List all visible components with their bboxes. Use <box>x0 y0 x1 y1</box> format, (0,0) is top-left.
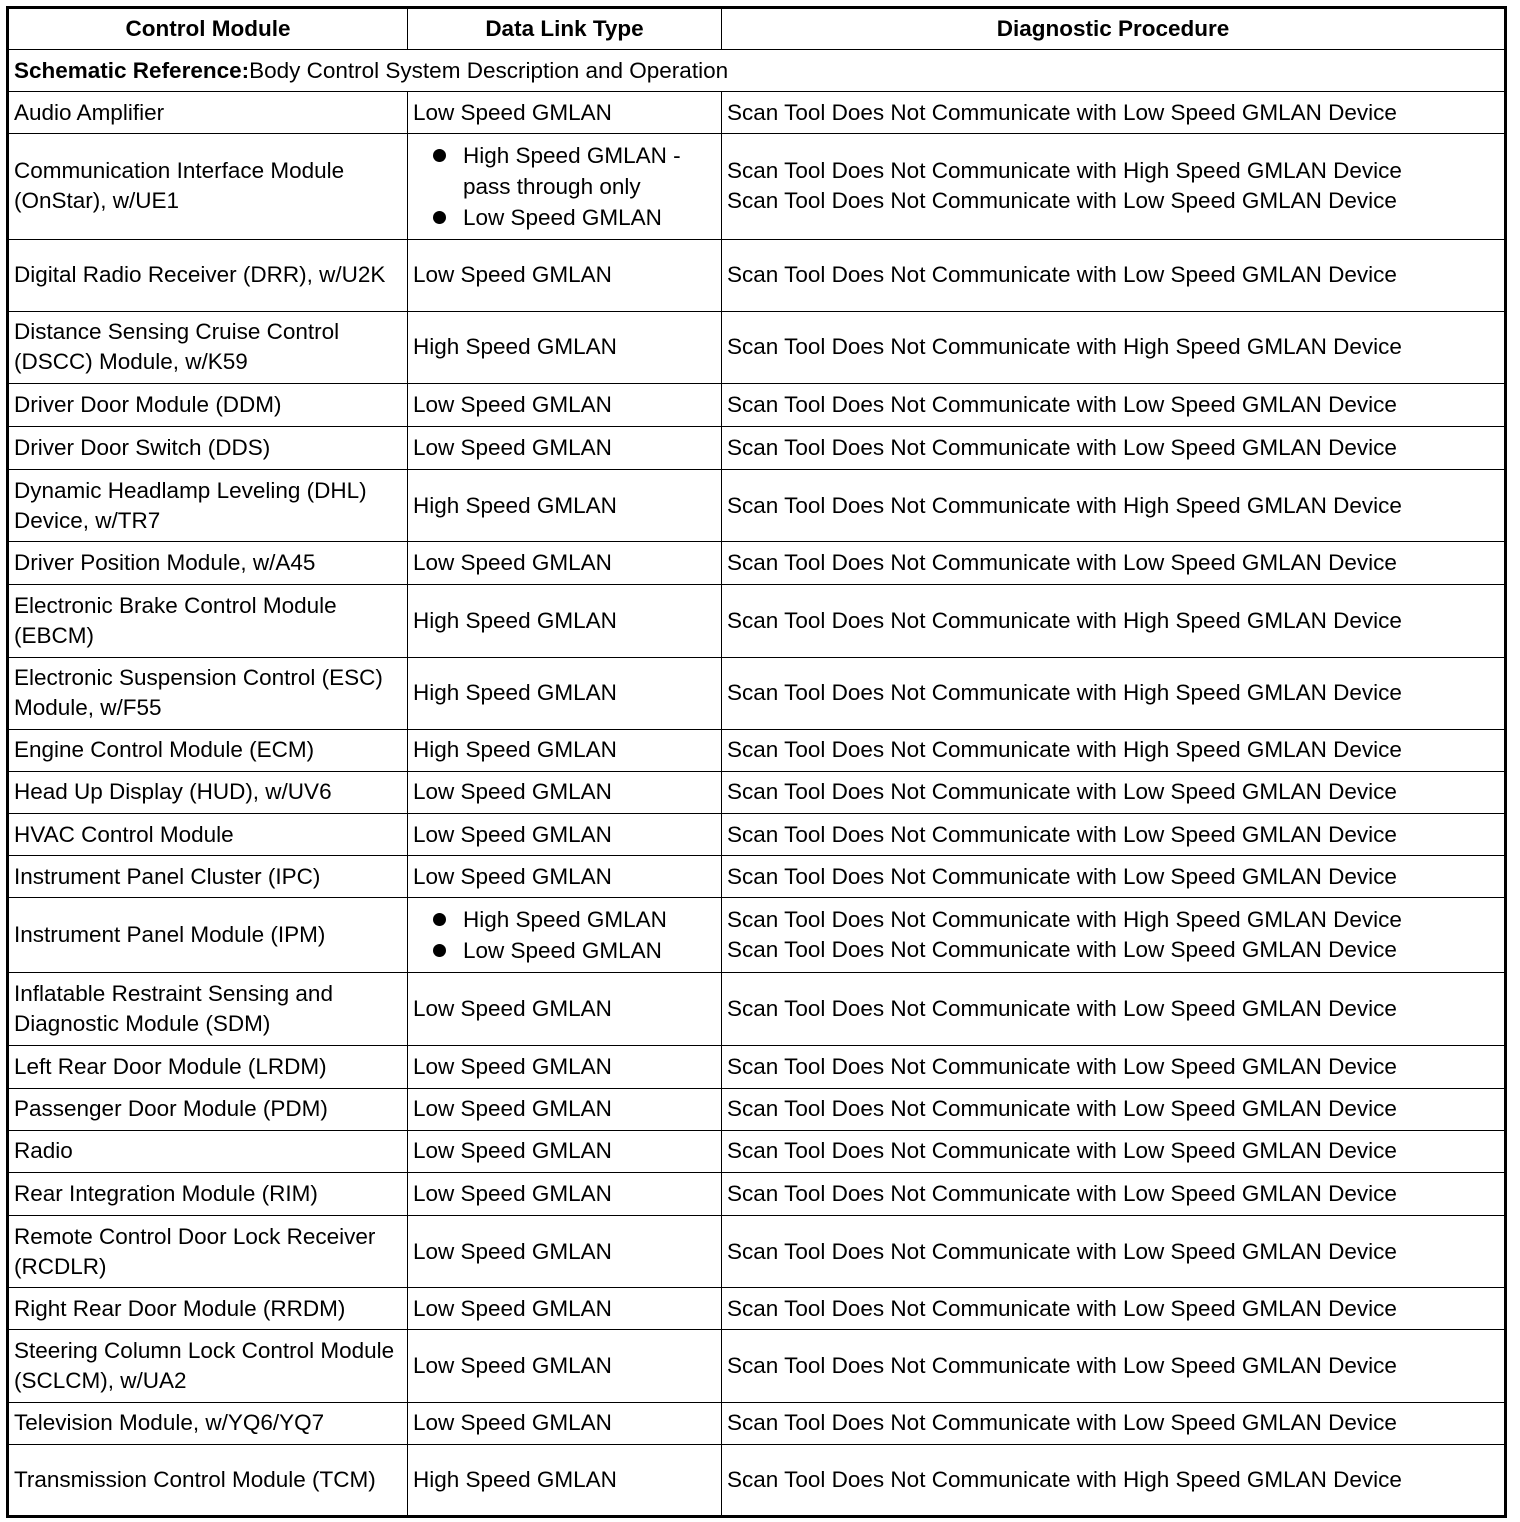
data-link-text: Low Speed GMLAN <box>413 1295 612 1321</box>
data-link-type-cell <box>408 383 722 426</box>
control-module-cell: Steering Column Lock Control Module (SCLCM), w/UA2 <box>8 1330 408 1402</box>
schematic-reference-link[interactable]: Body Control System Description and Operation <box>249 57 729 83</box>
control-module-cell: Radio <box>8 1130 408 1172</box>
header-row <box>8 8 1506 50</box>
diagnostic-procedure-link[interactable]: Scan Tool Does Not Communicate with Low Speed GMLAN Device <box>727 435 1397 461</box>
table-row <box>8 1130 1506 1172</box>
data-link-type-cell <box>408 311 722 383</box>
diagnostic-procedure-link[interactable]: Scan Tool Does Not Communicate with Low Speed GMLAN Device <box>727 863 1397 889</box>
diagnostic-procedure-link[interactable]: Scan Tool Does Not Communicate with Low Speed GMLAN Device <box>727 391 1397 417</box>
data-link-type-cell <box>408 973 722 1045</box>
data-link-type-cell <box>408 813 722 855</box>
data-link-text: High Speed GMLAN <box>413 680 617 706</box>
control-module-cell: Audio Amplifier <box>8 92 408 134</box>
table-row <box>8 898 1506 973</box>
data-link-type-cell <box>408 1330 722 1402</box>
bullet-icon <box>433 944 446 957</box>
diagnostic-procedure-link[interactable]: Scan Tool Does Not Communicate with Low Speed GMLAN Device <box>727 1410 1397 1436</box>
diagnostic-procedure-cell <box>722 239 1506 311</box>
control-module-cell: Instrument Panel Module (IPM) <box>8 898 408 973</box>
data-link-text: Low Speed GMLAN <box>463 204 662 230</box>
table-row <box>8 542 1506 585</box>
diagnostic-procedure-cell <box>722 1088 1506 1130</box>
control-module-cell: Passenger Door Module (PDM) <box>8 1088 408 1130</box>
control-module-cell: Electronic Brake Control Module (EBCM) <box>8 585 408 657</box>
diagnostic-procedure-link[interactable]: Scan Tool Does Not Communicate with High Speed GMLAN Device <box>727 607 1402 633</box>
data-link-list <box>413 140 716 233</box>
table-row <box>8 1402 1506 1444</box>
data-link-type-cell <box>408 470 722 542</box>
data-link-text: Low Speed GMLAN <box>413 1138 612 1164</box>
table-row <box>8 92 1506 134</box>
data-link-text: Low Speed GMLAN <box>413 1053 612 1079</box>
table-row <box>8 1216 1506 1288</box>
diagnostic-procedure-link[interactable]: Scan Tool Does Not Communicate with High Speed GMLAN Device <box>727 158 1402 184</box>
data-link-text: High Speed GMLAN <box>413 1466 617 1492</box>
data-link-type-cell <box>408 657 722 729</box>
data-link-text: Low Speed GMLAN <box>413 1238 612 1264</box>
diagnostic-procedure-link[interactable]: Scan Tool Does Not Communicate with High Speed GMLAN Device <box>727 737 1402 763</box>
table-row <box>8 657 1506 729</box>
diagnostic-procedure-link[interactable]: Scan Tool Does Not Communicate with High Speed GMLAN Device <box>727 334 1402 360</box>
table-row <box>8 311 1506 383</box>
data-link-text: High Speed GMLAN <box>413 492 617 518</box>
diagnostic-procedure-link[interactable]: Scan Tool Does Not Communicate with Low Speed GMLAN Device <box>727 1180 1397 1206</box>
data-link-text: Low Speed GMLAN <box>413 391 612 417</box>
data-link-text: Low Speed GMLAN <box>413 1410 612 1436</box>
diagnostic-procedure-link[interactable]: Scan Tool Does Not Communicate with High Speed GMLAN Device <box>727 680 1402 706</box>
diagnostic-procedure-cell <box>722 311 1506 383</box>
table-row <box>8 729 1506 771</box>
diagnostic-procedure-link[interactable]: Scan Tool Does Not Communicate with High Speed GMLAN Device <box>727 1466 1402 1492</box>
control-module-cell: Television Module, w/YQ6/YQ7 <box>8 1402 408 1444</box>
diagnostic-procedure-cell <box>722 1288 1506 1330</box>
data-link-type-cell <box>408 729 722 771</box>
data-link-type-cell <box>408 771 722 813</box>
diagnostic-procedure-cell <box>722 1045 1506 1088</box>
data-link-type-cell <box>408 134 722 239</box>
data-link-text: Low Speed GMLAN <box>463 938 662 964</box>
data-link-type-cell <box>408 239 722 311</box>
data-link-type-cell <box>408 856 722 898</box>
data-link-text: Low Speed GMLAN <box>413 1180 612 1206</box>
control-module-cell: Transmission Control Module (TCM) <box>8 1444 408 1516</box>
table-row <box>8 1288 1506 1330</box>
table-row <box>8 383 1506 426</box>
table-row <box>8 1045 1506 1088</box>
data-link-text: Low Speed GMLAN <box>413 550 612 576</box>
data-link-type-cell <box>408 1216 722 1288</box>
diagnostic-procedure-cell <box>722 856 1506 898</box>
data-link-type-cell <box>408 92 722 134</box>
schematic-reference-label: Schematic Reference: <box>14 57 250 83</box>
data-link-text: Low Speed GMLAN <box>413 1096 612 1122</box>
schematic-reference <box>8 50 1506 92</box>
table-row <box>8 1444 1506 1516</box>
data-link-type-cell <box>408 1402 722 1444</box>
diagnostic-procedure-cell <box>722 771 1506 813</box>
data-link-list <box>413 904 716 966</box>
table-row <box>8 1088 1506 1130</box>
table-row <box>8 134 1506 239</box>
table-row <box>8 1330 1506 1402</box>
data-link-text: Low Speed GMLAN <box>413 779 612 805</box>
data-link-type-cell <box>408 585 722 657</box>
control-module-cell: Distance Sensing Cruise Control (DSCC) Module, w/K59 <box>8 311 408 383</box>
diagnostic-procedure-cell <box>722 585 1506 657</box>
diagnostic-procedure-link[interactable]: Scan Tool Does Not Communicate with High Speed GMLAN Device <box>727 907 1402 933</box>
diagnostic-procedure-cell <box>722 657 1506 729</box>
control-module-cell: HVAC Control Module <box>8 813 408 855</box>
data-link-type-cell <box>408 1045 722 1088</box>
diagnostic-procedure-cell <box>722 134 1506 239</box>
diagnostic-procedure-link[interactable]: Scan Tool Does Not Communicate with Low Speed GMLAN Device <box>727 821 1397 847</box>
control-module-cell: Remote Control Door Lock Receiver (RCDLR) <box>8 1216 408 1288</box>
diagnostic-procedure-link[interactable]: Scan Tool Does Not Communicate with High Speed GMLAN Device <box>727 492 1402 518</box>
control-module-cell: Driver Door Switch (DDS) <box>8 426 408 469</box>
data-link-type-cell <box>408 1088 722 1130</box>
diagnostic-procedure-link[interactable]: Scan Tool Does Not Communicate with Low Speed GMLAN Device <box>727 1352 1397 1378</box>
diagnostic-table <box>6 6 1507 1518</box>
diagnostic-procedure-link[interactable]: Scan Tool Does Not Communicate with Low Speed GMLAN Device <box>727 1238 1397 1264</box>
bullet-icon <box>433 149 446 162</box>
control-module-cell: Inflatable Restraint Sensing and Diagnostic Module (SDM) <box>8 973 408 1045</box>
diagnostic-procedure-link[interactable]: Scan Tool Does Not Communicate with Low Speed GMLAN Device <box>727 550 1397 576</box>
diagnostic-procedure-cell <box>722 1330 1506 1402</box>
control-module-cell: Driver Position Module, w/A45 <box>8 542 408 585</box>
diagnostic-procedure-link[interactable]: Scan Tool Does Not Communicate with Low Speed GMLAN Device <box>727 996 1397 1021</box>
table-row <box>8 771 1506 813</box>
data-link-item <box>413 904 716 935</box>
table-row <box>8 585 1506 657</box>
control-module-cell: Engine Control Module (ECM) <box>8 729 408 771</box>
diagnostic-procedure-link[interactable]: Scan Tool Does Not Communicate with Low Speed GMLAN Device <box>727 1096 1397 1122</box>
data-link-text: High Speed GMLAN - pass through only <box>463 142 681 199</box>
diagnostic-procedure-cell <box>722 1402 1506 1444</box>
control-module-cell: Right Rear Door Module (RRDM) <box>8 1288 408 1330</box>
table-row <box>8 973 1506 1045</box>
table-row <box>8 1172 1506 1215</box>
diagnostic-procedure-cell <box>722 1172 1506 1215</box>
header-diagnostic-procedure: Diagnostic Procedure <box>722 8 1506 50</box>
diagnostic-procedure-link[interactable]: Scan Tool Does Not Communicate with Low Speed GMLAN Device <box>727 188 1397 214</box>
diagnostic-procedure-cell <box>722 1216 1506 1288</box>
table-row <box>8 856 1506 898</box>
data-link-text: Low Speed GMLAN <box>413 996 612 1021</box>
diagnostic-procedure-link[interactable]: Scan Tool Does Not Communicate with Low Speed GMLAN Device <box>727 1138 1397 1164</box>
schematic-reference-row <box>8 50 1506 92</box>
diagnostic-procedure-cell <box>722 898 1506 973</box>
control-module-cell: Head Up Display (HUD), w/UV6 <box>8 771 408 813</box>
data-link-text: High Speed GMLAN <box>413 737 617 763</box>
control-module-cell: Rear Integration Module (RIM) <box>8 1172 408 1215</box>
diagnostic-procedure-link[interactable]: Scan Tool Does Not Communicate with Low Speed GMLAN Device <box>727 1295 1397 1321</box>
data-link-type-cell <box>408 1172 722 1215</box>
diagnostic-procedure-cell <box>722 92 1506 134</box>
diagnostic-procedure-link[interactable]: Scan Tool Does Not Communicate with Low Speed GMLAN Device <box>727 937 1397 963</box>
header-control-module: Control Module <box>8 8 408 50</box>
data-link-item <box>413 202 716 233</box>
data-link-item <box>413 140 716 202</box>
control-module-cell: Dynamic Headlamp Leveling (DHL) Device, w/TR7 <box>8 470 408 542</box>
diagnostic-procedure-link[interactable]: Scan Tool Does Not Communicate with Low Speed GMLAN Device <box>727 779 1397 805</box>
data-link-type-cell <box>408 542 722 585</box>
diagnostic-procedure-cell <box>722 426 1506 469</box>
data-link-type-cell <box>408 898 722 973</box>
diagnostic-procedure-link[interactable]: Scan Tool Does Not Communicate with Low Speed GMLAN Device <box>727 262 1397 288</box>
table-row <box>8 426 1506 469</box>
data-link-text: Low Speed GMLAN <box>413 262 612 288</box>
diagnostic-procedure-cell <box>722 729 1506 771</box>
data-link-text: Low Speed GMLAN <box>413 821 612 847</box>
diagnostic-procedure-link[interactable]: Scan Tool Does Not Communicate with Low Speed GMLAN Device <box>727 99 1397 125</box>
control-module-cell: Instrument Panel Cluster (IPC) <box>8 856 408 898</box>
bullet-icon <box>433 913 446 926</box>
data-link-text: High Speed GMLAN <box>463 907 667 933</box>
diagnostic-procedure-cell <box>722 973 1506 1045</box>
data-link-text: Low Speed GMLAN <box>413 863 612 889</box>
table-row <box>8 813 1506 855</box>
data-link-type-cell <box>408 426 722 469</box>
control-module-cell: Driver Door Module (DDM) <box>8 383 408 426</box>
diagnostic-procedure-cell <box>722 813 1506 855</box>
diagnostic-procedure-cell <box>722 542 1506 585</box>
data-link-text: Low Speed GMLAN <box>413 435 612 461</box>
data-link-item <box>413 935 716 966</box>
diagnostic-procedure-cell <box>722 1444 1506 1516</box>
diagnostic-procedure-link[interactable]: Scan Tool Does Not Communicate with Low Speed GMLAN Device <box>727 1053 1397 1079</box>
header-data-link-type: Data Link Type <box>408 8 722 50</box>
data-link-type-cell <box>408 1130 722 1172</box>
data-link-type-cell <box>408 1444 722 1516</box>
control-module-cell: Left Rear Door Module (LRDM) <box>8 1045 408 1088</box>
data-link-type-cell <box>408 1288 722 1330</box>
diagnostic-procedure-cell <box>722 383 1506 426</box>
data-link-text: High Speed GMLAN <box>413 334 617 360</box>
bullet-icon <box>433 211 446 224</box>
diagnostic-procedure-cell <box>722 470 1506 542</box>
table-row <box>8 239 1506 311</box>
data-link-text: High Speed GMLAN <box>413 607 617 633</box>
control-module-cell: Electronic Suspension Control (ESC) Module, w/F55 <box>8 657 408 729</box>
data-link-text: Low Speed GMLAN <box>413 1352 612 1378</box>
control-module-cell: Digital Radio Receiver (DRR), w/U2K <box>8 239 408 311</box>
control-module-cell: Communication Interface Module (OnStar), w/UE1 <box>8 134 408 239</box>
diagnostic-procedure-cell <box>722 1130 1506 1172</box>
data-link-text: Low Speed GMLAN <box>413 99 612 125</box>
table-row <box>8 470 1506 542</box>
